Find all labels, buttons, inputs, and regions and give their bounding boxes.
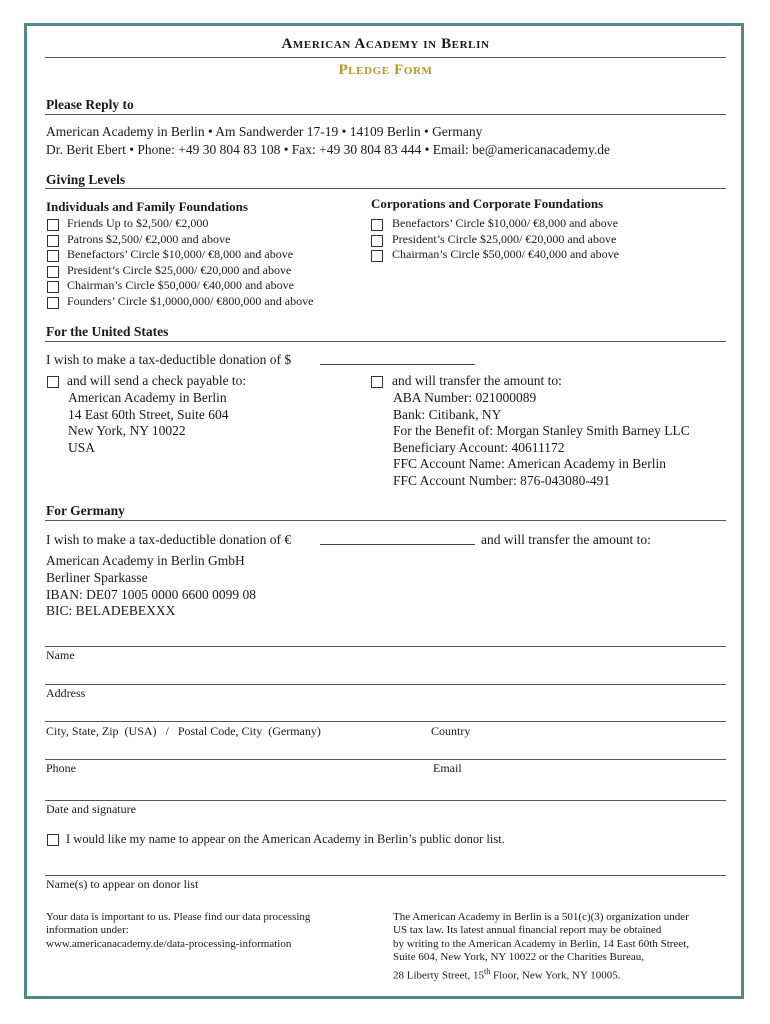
email-label: Email — [433, 761, 462, 775]
date-signature-label: Date and signature — [46, 802, 136, 816]
privacy-note: information under: — [46, 924, 129, 936]
level-chairmans: Chairman’s Circle $50,000/ €40,000 and above — [67, 278, 294, 292]
checkbox-presidents[interactable] — [47, 266, 59, 278]
transfer-detail: Beneficiary Account: 40611172 — [393, 440, 565, 455]
check-payee-line: New York, NY 10022 — [68, 423, 186, 438]
corp-level-presidents: President’s Circle $25,000/ €20,000 and above — [392, 232, 617, 246]
section-divider — [45, 188, 726, 189]
city-input[interactable] — [45, 721, 726, 722]
checkbox-friends[interactable] — [47, 219, 59, 231]
giving-levels-heading: Giving Levels — [46, 172, 126, 187]
checkbox-benefactors[interactable] — [47, 250, 59, 262]
germany-transfer-text: and will transfer the amount to: — [481, 532, 651, 547]
transfer-detail: ABA Number: 021000089 — [393, 390, 537, 405]
organization-title: American Academy in Berlin — [281, 36, 490, 52]
level-patrons: Patrons $2,500/ €2,000 and above — [67, 232, 231, 246]
checkbox-public-donor-list[interactable] — [47, 834, 59, 846]
signature-input[interactable] — [45, 800, 726, 801]
checkbox-corp-benefactors[interactable] — [371, 219, 383, 231]
section-divider — [45, 520, 726, 521]
individuals-heading: Individuals and Family Foundations — [46, 199, 248, 214]
us-amount-input[interactable] — [320, 364, 475, 365]
legal-note: US tax law. Its latest annual financial report may be obtained — [393, 924, 662, 936]
section-divider — [45, 341, 726, 342]
transfer-detail: Bank: Citibank, NY — [393, 407, 502, 422]
level-presidents: President’s Circle $25,000/ €20,000 and above — [67, 263, 292, 277]
phone-email-input[interactable] — [45, 759, 726, 760]
checkbox-chairmans[interactable] — [47, 281, 59, 293]
legal-note: by writing to the American Academy in Berlin, 14 East 60th Street, — [393, 938, 690, 950]
level-founders: Founders’ Circle $1,0000,000/ €800,000 and above — [67, 294, 314, 308]
title-divider — [45, 57, 726, 58]
transfer-detail: For the Benefit of: Morgan Stanley Smith Barney LLC — [393, 423, 690, 438]
phone-label: Phone — [46, 761, 76, 775]
legal-note: The American Academy in Berlin is a 501(c)(3) organization under — [393, 911, 689, 923]
donor-list-names-input[interactable] — [45, 875, 726, 876]
reply-address: American Academy in Berlin • Am Sandwerder 17-19 • 14109 Berlin • Germany — [46, 124, 483, 139]
privacy-note: Your data is important to us. Please find our data processing — [46, 911, 311, 923]
check-payee-line: USA — [68, 440, 96, 455]
legal-note-address — [393, 965, 621, 983]
check-payee-line: American Academy in Berlin — [68, 390, 227, 405]
us-donation-text: I wish to make a tax-deductible donation of $ — [46, 352, 292, 367]
germany-bank-line: Berliner Sparkasse — [46, 570, 148, 585]
transfer-detail: FFC Account Number: 876-043080-491 — [393, 473, 611, 488]
corp-level-benefactors: Benefactors’ Circle $10,000/ €8,000 and above — [392, 216, 619, 230]
country-label: Country — [431, 724, 471, 738]
transfer-option-label: and will transfer the amount to: — [392, 373, 562, 388]
public-list-label: I would like my name to appear on the American Academy in Berlin’s public donor list. — [66, 832, 505, 846]
us-heading: For the United States — [46, 324, 169, 339]
level-benefactors: Benefactors’ Circle $10,000/ €8,000 and above — [67, 247, 294, 261]
checkbox-founders[interactable] — [47, 297, 59, 309]
check-option-label: and will send a check payable to: — [67, 373, 247, 388]
legal-address-text: 28 Liberty Street, 15 — [393, 969, 485, 982]
checkbox-patrons[interactable] — [47, 235, 59, 247]
city-label: City, State, Zip (USA) / Postal Code, City (Germany) — [46, 724, 321, 738]
donor-list-label: Name(s) to appear on donor list — [46, 877, 199, 891]
transfer-detail: FFC Account Name: American Academy in Berlin — [393, 456, 666, 471]
name-label: Name — [46, 648, 75, 662]
germany-amount-input[interactable] — [320, 544, 475, 545]
check-payee-line: 14 East 60th Street, Suite 604 — [68, 407, 229, 422]
germany-bank-line: American Academy in Berlin GmbH — [46, 553, 245, 568]
form-title: Pledge Form — [338, 62, 433, 78]
checkbox-corp-presidents[interactable] — [371, 235, 383, 247]
germany-heading: For Germany — [46, 503, 125, 518]
privacy-link[interactable]: www.americanacademy.de/data-processing-information — [46, 938, 292, 950]
page-border — [24, 23, 744, 999]
level-friends: Friends Up to $2,500/ €2,000 — [67, 216, 209, 230]
legal-address-text: Floor, New York, NY 10005. — [490, 969, 621, 982]
corporations-heading: Corporations and Corporate Foundations — [371, 196, 604, 211]
name-input[interactable] — [45, 646, 726, 647]
germany-bank-line: BIC: BELADEBEXXX — [46, 603, 176, 618]
reply-contact: Dr. Berit Ebert • Phone: +49 30 804 83 108 • Fax: +49 30 804 83 444 • Email: be@americanacademy.de — [46, 142, 610, 157]
germany-donation-text: I wish to make a tax-deductible donation of € — [46, 532, 292, 547]
address-input[interactable] — [45, 684, 726, 685]
section-divider — [45, 114, 726, 115]
address-label: Address — [46, 686, 86, 700]
legal-note: Suite 604, New York, NY 10022 or the Charities Bureau, — [393, 951, 645, 963]
germany-bank-line: IBAN: DE07 1005 0000 6600 0099 08 — [46, 587, 256, 602]
reply-heading: Please Reply to — [46, 97, 134, 112]
ordinal-suffix: th — [484, 967, 491, 976]
checkbox-send-check[interactable] — [47, 376, 59, 388]
corp-level-chairmans: Chairman’s Circle $50,000/ €40,000 and above — [392, 247, 619, 261]
checkbox-wire-transfer[interactable] — [371, 376, 383, 388]
checkbox-corp-chairmans[interactable] — [371, 250, 383, 262]
